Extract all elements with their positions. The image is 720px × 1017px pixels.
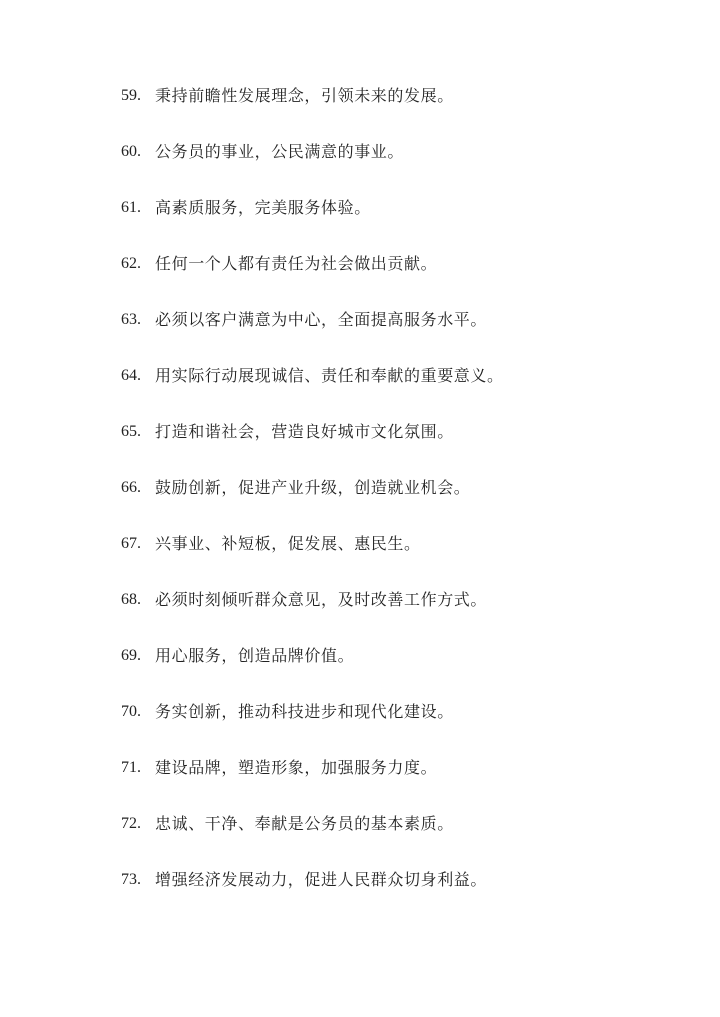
item-text: 忠诚、干净、奉献是公务员的基本素质。 [155, 814, 454, 833]
item-text: 兴事业、补短板，促发展、惠民生。 [155, 534, 421, 553]
list-item [121, 700, 504, 756]
item-number: 64. [121, 367, 141, 384]
item-number: 62. [121, 255, 141, 272]
item-number: 71. [121, 759, 141, 776]
item-text: 秉持前瞻性发展理念，引领未来的发展。 [155, 86, 454, 105]
item-text: 必须时刻倾听群众意见，及时改善工作方式。 [155, 590, 488, 609]
item-number: 67. [121, 535, 141, 552]
list-item [121, 252, 504, 308]
item-text: 用心服务，创造品牌价值。 [155, 646, 355, 665]
list-item [121, 140, 504, 196]
item-text: 建设品牌，塑造形象，加强服务力度。 [155, 758, 438, 777]
item-number: 68. [121, 591, 141, 608]
list-item [121, 532, 504, 588]
item-text: 公务员的事业，公民满意的事业。 [155, 142, 405, 161]
item-number: 65. [121, 423, 141, 440]
list-item [121, 308, 504, 364]
list-item [121, 588, 504, 644]
item-text: 增强经济发展动力，促进人民群众切身利益。 [155, 870, 488, 889]
item-number: 70. [121, 703, 141, 720]
list-item [121, 812, 504, 868]
list-item [121, 420, 504, 476]
item-number: 72. [121, 815, 141, 832]
item-number: 63. [121, 311, 141, 328]
item-text: 打造和谐社会，营造良好城市文化氛围。 [155, 422, 454, 441]
item-number: 69. [121, 647, 141, 664]
list-item [121, 84, 504, 140]
numbered-list [121, 84, 504, 924]
list-item [121, 196, 504, 252]
list-item [121, 364, 504, 420]
item-number: 66. [121, 479, 141, 496]
item-number: 61. [121, 199, 141, 216]
item-text: 高素质服务，完美服务体验。 [155, 198, 371, 217]
list-item [121, 756, 504, 812]
item-text: 用实际行动展现诚信、责任和奉献的重要意义。 [155, 366, 504, 385]
item-text: 任何一个人都有责任为社会做出贡献。 [155, 254, 438, 273]
item-text: 鼓励创新，促进产业升级，创造就业机会。 [155, 478, 471, 497]
item-text: 务实创新，推动科技进步和现代化建设。 [155, 702, 454, 721]
list-item [121, 476, 504, 532]
list-item [121, 868, 504, 924]
item-number: 73. [121, 871, 141, 888]
list-item [121, 644, 504, 700]
item-number: 60. [121, 143, 141, 160]
item-text: 必须以客户满意为中心，全面提高服务水平。 [155, 310, 488, 329]
item-number: 59. [121, 87, 141, 104]
